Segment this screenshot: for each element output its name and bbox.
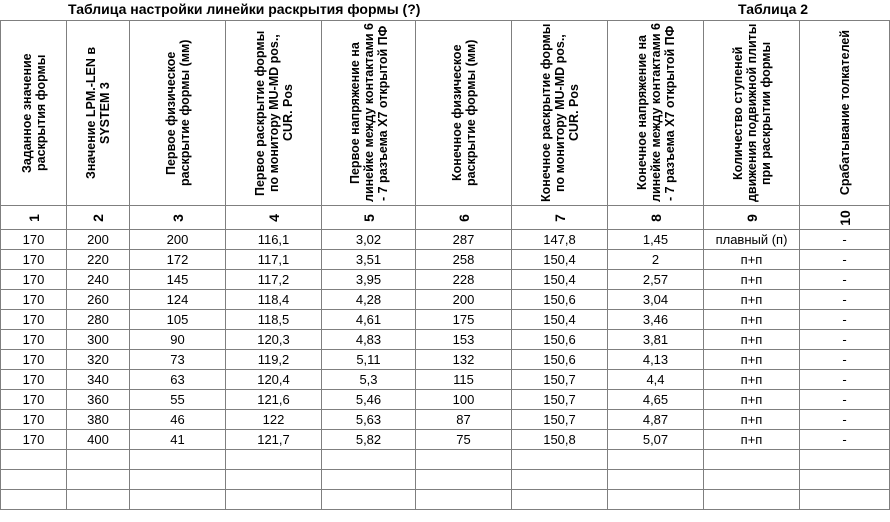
table-cell[interactable]: 170	[1, 290, 67, 310]
table-cell[interactable]: 170	[1, 270, 67, 290]
column-number-cell	[67, 206, 130, 230]
table-cell[interactable]: -	[800, 350, 890, 370]
table-cell[interactable]: 200	[130, 230, 226, 250]
column-number: 3	[169, 213, 186, 222]
table-row	[1, 270, 890, 290]
table-cell[interactable]: 150,4	[512, 310, 608, 330]
empty-cell[interactable]	[416, 490, 512, 510]
column-header-label: Конечное раскрытие формы по монитору MU-MD pos., CUR. Pos	[538, 23, 581, 203]
table-cell[interactable]: 380	[67, 410, 130, 430]
table-cell[interactable]: 320	[67, 350, 130, 370]
column-header	[67, 21, 130, 206]
table-cell[interactable]: п+п	[704, 330, 800, 350]
table-cell[interactable]: 150,6	[512, 290, 608, 310]
table-cell[interactable]: 200	[67, 230, 130, 250]
table-cell[interactable]: 200	[416, 290, 512, 310]
column-number-row	[1, 206, 890, 230]
column-number-cell	[800, 206, 890, 230]
table-cell[interactable]: 3,51	[322, 250, 416, 270]
table-cell[interactable]: 5,3	[322, 370, 416, 390]
table-cell[interactable]: 4,4	[608, 370, 704, 390]
table-cell[interactable]: 240	[67, 270, 130, 290]
column-header	[1, 21, 67, 206]
column-number: 7	[551, 213, 568, 222]
table-cell[interactable]: 150,4	[512, 250, 608, 270]
table-cell[interactable]: 150,4	[512, 270, 608, 290]
column-number-cell	[322, 206, 416, 230]
table-cell[interactable]: 119,2	[226, 350, 322, 370]
column-header-label: Заданное значение раскрытия формы	[19, 53, 48, 173]
empty-cell[interactable]	[608, 450, 704, 470]
table-cell[interactable]: -	[800, 290, 890, 310]
table-cell[interactable]: 100	[416, 390, 512, 410]
table-cell[interactable]: 3,02	[322, 230, 416, 250]
column-number: 6	[455, 213, 472, 222]
table-cell[interactable]: 118,5	[226, 310, 322, 330]
table-cell[interactable]: 121,6	[226, 390, 322, 410]
empty-cell[interactable]	[226, 490, 322, 510]
table-cell[interactable]: 360	[67, 390, 130, 410]
table-cell[interactable]: 170	[1, 430, 67, 450]
empty-cell[interactable]	[608, 490, 704, 510]
table-row	[1, 250, 890, 270]
table-cell[interactable]: 90	[130, 330, 226, 350]
table-cell[interactable]: -	[800, 370, 890, 390]
table-cell[interactable]: 170	[1, 390, 67, 410]
table-cell[interactable]: 46	[130, 410, 226, 430]
table-cell[interactable]: 172	[130, 250, 226, 270]
table-cell[interactable]: п+п	[704, 390, 800, 410]
table-cell[interactable]: 121,7	[226, 430, 322, 450]
table-cell[interactable]: 170	[1, 410, 67, 430]
table-cell[interactable]: -	[800, 270, 890, 290]
table-cell[interactable]: -	[800, 430, 890, 450]
empty-cell[interactable]	[226, 450, 322, 470]
empty-cell[interactable]	[416, 470, 512, 490]
table-cell[interactable]: 150,7	[512, 370, 608, 390]
table-cell[interactable]: 124	[130, 290, 226, 310]
table-cell[interactable]: 4,28	[322, 290, 416, 310]
header-row	[1, 21, 890, 206]
empty-cell[interactable]	[67, 450, 130, 470]
empty-cell[interactable]	[130, 490, 226, 510]
table-cell[interactable]: п+п	[704, 370, 800, 390]
table-cell[interactable]: 117,1	[226, 250, 322, 270]
column-number-cell	[226, 206, 322, 230]
empty-cell[interactable]	[512, 470, 608, 490]
table-cell[interactable]: 258	[416, 250, 512, 270]
table-row	[1, 290, 890, 310]
table-cell[interactable]: 150,8	[512, 430, 608, 450]
empty-row	[1, 450, 890, 470]
table-cell[interactable]: 4,65	[608, 390, 704, 410]
table-cell[interactable]: 228	[416, 270, 512, 290]
empty-row	[1, 470, 890, 490]
table-cell[interactable]: 4,13	[608, 350, 704, 370]
column-header	[416, 21, 512, 206]
table-cell[interactable]: 3,81	[608, 330, 704, 350]
column-header-label: Срабатывание толкателей	[837, 30, 852, 196]
table-cell[interactable]: 150,7	[512, 410, 608, 430]
column-header-label: Конечное напряжение на линейке между контактами 6 - 7 разъема X7 открытой ПФ	[634, 23, 677, 203]
table-cell[interactable]: 122	[226, 410, 322, 430]
page-title: Таблица настройки линейки раскрытия формы (?)	[68, 1, 421, 17]
column-header-label: Первое физическое раскрытие формы (мм)	[163, 39, 192, 187]
column-number: 2	[89, 213, 106, 222]
table-cell[interactable]: 3,46	[608, 310, 704, 330]
column-number-cell	[130, 206, 226, 230]
table-cell[interactable]: 4,61	[322, 310, 416, 330]
table-cell[interactable]: п+п	[704, 310, 800, 330]
table-cell[interactable]: 5,11	[322, 350, 416, 370]
column-header	[704, 21, 800, 206]
column-header	[130, 21, 226, 206]
column-number: 4	[265, 213, 282, 222]
empty-cell[interactable]	[67, 490, 130, 510]
table-cell[interactable]: п+п	[704, 430, 800, 450]
column-header	[512, 21, 608, 206]
table-cell[interactable]: 73	[130, 350, 226, 370]
table-cell[interactable]: 300	[67, 330, 130, 350]
table-cell[interactable]: 400	[67, 430, 130, 450]
table-cell[interactable]: 220	[67, 250, 130, 270]
empty-cell[interactable]	[704, 490, 800, 510]
empty-cell[interactable]	[800, 490, 890, 510]
table-cell[interactable]: 116,1	[226, 230, 322, 250]
empty-cell[interactable]	[512, 450, 608, 470]
table-cell[interactable]: -	[800, 250, 890, 270]
table-cell[interactable]: 120,3	[226, 330, 322, 350]
table-cell[interactable]: п+п	[704, 270, 800, 290]
table-row	[1, 370, 890, 390]
empty-cell[interactable]	[67, 470, 130, 490]
table-row	[1, 230, 890, 250]
empty-cell[interactable]	[322, 450, 416, 470]
table-cell[interactable]: 150,6	[512, 350, 608, 370]
column-header	[800, 21, 890, 206]
table-cell[interactable]: 287	[416, 230, 512, 250]
empty-cell[interactable]	[1, 490, 67, 510]
column-number-cell	[1, 206, 67, 230]
table-cell[interactable]: 120,4	[226, 370, 322, 390]
table-cell[interactable]: 170	[1, 350, 67, 370]
table-cell[interactable]: -	[800, 230, 890, 250]
column-header-label: Значение LPM.-LEN в SYSTEM 3	[84, 46, 112, 180]
title-row	[0, 0, 890, 20]
table-row	[1, 430, 890, 450]
table-cell[interactable]: 5,07	[608, 430, 704, 450]
column-number-cell	[704, 206, 800, 230]
empty-cell[interactable]	[226, 470, 322, 490]
table-cell[interactable]: 1,45	[608, 230, 704, 250]
table-cell[interactable]: -	[800, 330, 890, 350]
table-cell[interactable]: плавный (п)	[704, 230, 800, 250]
column-header	[322, 21, 416, 206]
table-row	[1, 410, 890, 430]
table-cell[interactable]: 145	[130, 270, 226, 290]
empty-cell[interactable]	[1, 450, 67, 470]
empty-cell[interactable]	[416, 450, 512, 470]
table-cell[interactable]: 117,2	[226, 270, 322, 290]
table-cell[interactable]: -	[800, 390, 890, 410]
empty-cell[interactable]	[130, 470, 226, 490]
empty-cell[interactable]	[322, 490, 416, 510]
table-cell[interactable]: 75	[416, 430, 512, 450]
empty-cell[interactable]	[704, 470, 800, 490]
table-cell[interactable]: 170	[1, 230, 67, 250]
column-header	[226, 21, 322, 206]
table-cell[interactable]: 280	[67, 310, 130, 330]
table-row	[1, 330, 890, 350]
table-cell[interactable]: 5,82	[322, 430, 416, 450]
settings-table	[0, 20, 890, 510]
table-cell[interactable]: 4,87	[608, 410, 704, 430]
column-number-cell	[512, 206, 608, 230]
table-cell[interactable]: 260	[67, 290, 130, 310]
table-cell[interactable]: 153	[416, 330, 512, 350]
table-cell[interactable]: п+п	[704, 410, 800, 430]
table-cell[interactable]: 2	[608, 250, 704, 270]
table-cell[interactable]: -	[800, 410, 890, 430]
table-cell[interactable]: 175	[416, 310, 512, 330]
table-cell[interactable]: 5,63	[322, 410, 416, 430]
table-cell[interactable]: 115	[416, 370, 512, 390]
column-number: 1	[25, 213, 42, 222]
table-cell[interactable]: 147,8	[512, 230, 608, 250]
table-cell[interactable]: 105	[130, 310, 226, 330]
table-label: Таблица 2	[738, 1, 809, 17]
empty-cell[interactable]	[800, 450, 890, 470]
table-cell[interactable]: 132	[416, 350, 512, 370]
column-number: 8	[647, 213, 664, 222]
table-cell[interactable]: 150,6	[512, 330, 608, 350]
column-number: 9	[743, 213, 760, 222]
empty-cell[interactable]	[800, 470, 890, 490]
table-cell[interactable]: п+п	[704, 250, 800, 270]
column-number-cell	[416, 206, 512, 230]
table-cell[interactable]: 3,95	[322, 270, 416, 290]
empty-cell[interactable]	[512, 490, 608, 510]
empty-cell[interactable]	[704, 450, 800, 470]
table-cell[interactable]: 118,4	[226, 290, 322, 310]
table-cell[interactable]: 4,83	[322, 330, 416, 350]
empty-row	[1, 490, 890, 510]
column-number: 10	[836, 209, 853, 226]
table-row	[1, 390, 890, 410]
table-cell[interactable]: 87	[416, 410, 512, 430]
column-header-label: Первое раскрытие формы по монитору MU-MD pos., CUR. Pos	[252, 30, 295, 196]
table-cell[interactable]: 170	[1, 330, 67, 350]
column-header-label: Количество ступеней движения подвижной плиты при раскрытии формы	[730, 23, 773, 203]
table-cell[interactable]: 150,7	[512, 390, 608, 410]
table-cell[interactable]: 2,57	[608, 270, 704, 290]
empty-cell[interactable]	[130, 450, 226, 470]
table-cell[interactable]: 170	[1, 310, 67, 330]
column-header-label: Конечное физическое раскрытие формы (мм)	[449, 39, 478, 187]
empty-cell[interactable]	[1, 470, 67, 490]
table-cell[interactable]: 41	[130, 430, 226, 450]
empty-cell[interactable]	[322, 470, 416, 490]
table-cell[interactable]: 3,04	[608, 290, 704, 310]
table-cell[interactable]: -	[800, 310, 890, 330]
table-cell[interactable]: п+п	[704, 290, 800, 310]
column-number-cell	[608, 206, 704, 230]
table-cell[interactable]: 5,46	[322, 390, 416, 410]
column-header-label: Первое напряжение на линейке между контактами 6 - 7 разъема X7 открытой ПФ	[347, 23, 390, 203]
table-row	[1, 350, 890, 370]
empty-cell[interactable]	[608, 470, 704, 490]
table-cell[interactable]: 63	[130, 370, 226, 390]
column-header	[608, 21, 704, 206]
table-cell[interactable]: 170	[1, 370, 67, 390]
table-cell[interactable]: п+п	[704, 350, 800, 370]
table-cell[interactable]: 170	[1, 250, 67, 270]
column-number: 5	[360, 213, 377, 222]
table-cell[interactable]: 55	[130, 390, 226, 410]
table-cell[interactable]: 340	[67, 370, 130, 390]
table-row	[1, 310, 890, 330]
